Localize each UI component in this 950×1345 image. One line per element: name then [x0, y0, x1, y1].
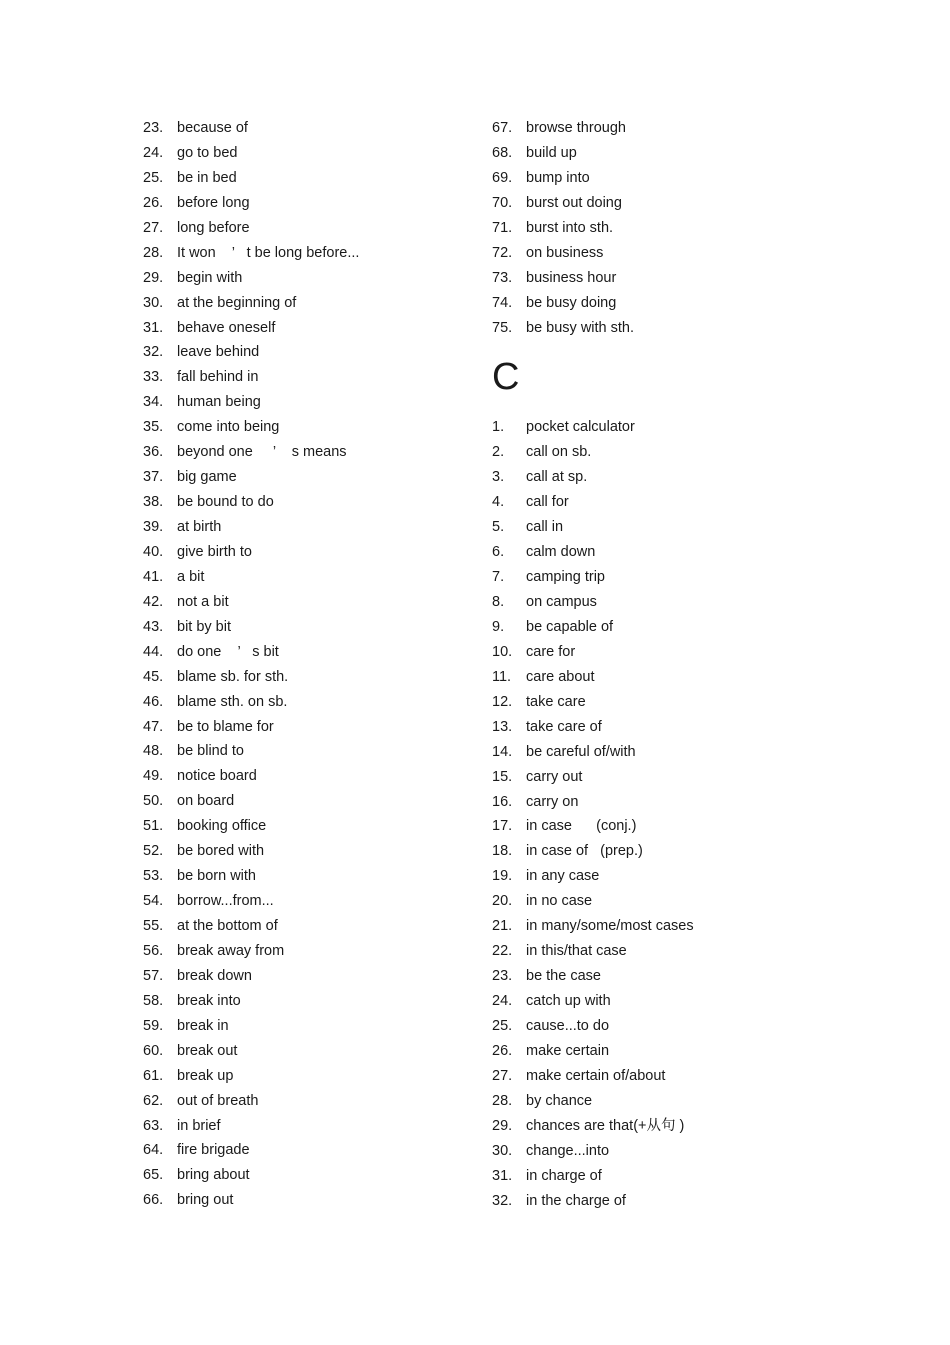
phrase-item [492, 914, 872, 939]
phrase-number: 59. [143, 1017, 164, 1034]
phrase-item [492, 765, 872, 790]
phrase-number: 65. [143, 1167, 164, 1184]
phrase-item [143, 565, 463, 590]
phrase-number: 21. [492, 918, 513, 935]
phrase-number: 32. [492, 1192, 513, 1209]
phrase-text: change...into [526, 1142, 610, 1159]
phrase-text: be capable of [526, 618, 614, 635]
phrase-text: in any case [526, 868, 600, 885]
phrase-number: 39. [143, 519, 164, 535]
phrase-number: 36. [143, 444, 164, 461]
phrase-item [492, 216, 872, 241]
phrase-text: be bound to do [177, 494, 274, 511]
phrase-item [143, 814, 463, 839]
phrase-item [143, 640, 463, 665]
phrase-item [492, 715, 872, 740]
phrase-item [143, 615, 463, 640]
phrase-text: care about [526, 668, 595, 685]
phrase-text: fall behind in [177, 369, 259, 386]
phrase-text: call on sb. [526, 444, 592, 461]
phrase-item [143, 390, 463, 415]
phrase-item [492, 490, 872, 515]
phrase-item [143, 415, 463, 440]
phrase-item [492, 864, 872, 889]
phrase-number: 49. [143, 768, 164, 785]
phrase-number: 29. [492, 1117, 513, 1134]
phrase-item [143, 191, 463, 216]
phrase-item [143, 166, 463, 191]
phrase-item [492, 640, 872, 665]
phrase-number: 29. [143, 269, 164, 286]
phrase-item [143, 1039, 463, 1064]
phrase-text: camping trip [526, 569, 605, 586]
phrase-text: at the beginning of [177, 294, 297, 311]
phrase-text: behave oneself [177, 319, 276, 336]
phrase-item [143, 490, 463, 515]
right-column [492, 116, 872, 1213]
phrase-text: in the charge of [526, 1192, 626, 1209]
phrase-text: begin with [177, 269, 243, 286]
phrase-number: 18. [492, 843, 513, 860]
phrase-item [143, 291, 463, 316]
phrase-item [492, 1014, 872, 1039]
phrase-item [143, 340, 463, 365]
left-column [143, 116, 463, 1213]
section-c-list [492, 415, 872, 1213]
phrase-text: care for [526, 643, 576, 660]
phrase-number: 72. [492, 244, 513, 261]
phrase-item [492, 889, 872, 914]
phrase-item [143, 789, 463, 814]
phrase-text: in no case [526, 893, 593, 910]
phrase-number: 31. [143, 319, 164, 336]
phrase-text: take care of [526, 718, 602, 735]
phrase-text: bring about [177, 1167, 250, 1184]
phrase-item [492, 565, 872, 590]
phrase-item [492, 241, 872, 266]
phrase-number: 3. [492, 469, 505, 486]
phrase-text: bump into [526, 169, 590, 186]
phrase-text: booking office [177, 818, 267, 835]
phrase-number: 44. [143, 643, 164, 660]
phrase-text: make certain [526, 1042, 610, 1059]
phrase-number: 24. [492, 993, 513, 1009]
phrase-number: 43. [143, 618, 164, 635]
phrase-item [492, 790, 872, 815]
phrase-number: 11. [492, 668, 512, 685]
phrase-number: 51. [143, 818, 164, 835]
phrase-item [492, 540, 872, 565]
phrase-item [492, 316, 872, 341]
phrase-text: break into [177, 992, 241, 1009]
phrase-item [492, 665, 872, 690]
phrase-text: before long [177, 194, 250, 211]
section-c-heading: C [492, 356, 520, 399]
phrase-text: blame sb. for sth. [177, 668, 289, 685]
phrase-number: 63. [143, 1117, 164, 1134]
phrase-text: calm down [526, 544, 596, 561]
phrase-item [143, 540, 463, 565]
phrase-text: out of breath [177, 1092, 259, 1109]
phrase-text: break down [177, 967, 252, 984]
phrase-item [492, 515, 872, 540]
phrase-number: 4. [492, 494, 505, 511]
phrase-number: 50. [143, 793, 164, 810]
phrase-number: 13. [492, 718, 513, 735]
phrase-number: 58. [143, 992, 164, 1009]
phrase-number: 60. [143, 1042, 164, 1059]
phrase-number: 75. [492, 319, 513, 336]
phrase-text: in charge of [526, 1167, 602, 1184]
phrase-text: in case of (prep.) [526, 843, 643, 860]
phrase-item [492, 465, 872, 490]
phrase-item [492, 291, 872, 316]
phrase-item [492, 141, 872, 166]
phrase-number: 45. [143, 668, 164, 685]
phrase-text: bring out [177, 1192, 234, 1209]
phrase-text: cause...to do [526, 1017, 610, 1034]
phrase-number: 62. [143, 1092, 164, 1109]
phrase-text: at birth [177, 519, 222, 535]
phrase-number: 19. [492, 868, 513, 885]
phrase-item [492, 1064, 872, 1089]
phrase-number: 64. [143, 1142, 164, 1159]
phrase-item [492, 1189, 872, 1214]
phrase-number: 55. [143, 918, 164, 934]
phrase-text: be busy with sth. [526, 319, 634, 336]
phrase-number: 20. [492, 893, 513, 910]
phrase-number: 28. [492, 1092, 513, 1109]
phrase-item [143, 1188, 463, 1213]
phrase-number: 25. [143, 169, 164, 186]
phrase-number: 23. [143, 120, 164, 136]
phrase-text: be the case [526, 968, 601, 985]
phrase-text: bit by bit [177, 618, 231, 635]
phrase-text: break up [177, 1067, 234, 1084]
phrase-item [492, 615, 872, 640]
phrase-number: 35. [143, 419, 164, 436]
phrase-text: on board [177, 793, 235, 810]
phrase-item [492, 191, 872, 216]
phrase-text: not a bit [177, 593, 229, 610]
phrase-text: be blind to [177, 743, 244, 760]
phrase-item [492, 415, 872, 440]
phrase-item [492, 1164, 872, 1189]
phrase-text: build up [526, 144, 577, 161]
phrase-item [492, 1114, 872, 1139]
phrase-number: 33. [143, 369, 164, 386]
phrase-item [143, 964, 463, 989]
phrase-text: It won ’ t be long before... [177, 244, 360, 261]
phrase-number: 26. [143, 194, 164, 211]
phrase-number: 52. [143, 843, 164, 860]
phrase-text: call for [526, 494, 569, 511]
phrase-number: 22. [492, 943, 513, 960]
phrase-item [143, 1138, 463, 1163]
phrase-number: 70. [492, 194, 513, 211]
phrase-item [143, 989, 463, 1014]
phrase-number: 67. [492, 120, 513, 136]
phrase-text: be bored with [177, 843, 265, 860]
phrase-text: human being [177, 394, 261, 411]
phrase-text: a bit [177, 568, 205, 585]
phrase-item [143, 1064, 463, 1089]
phrase-text: catch up with [526, 993, 611, 1009]
phrase-number: 57. [143, 967, 164, 984]
phrase-number: 8. [492, 594, 505, 610]
phrase-item [492, 1039, 872, 1064]
phrase-item [492, 1089, 872, 1114]
phrase-item [492, 939, 872, 964]
phrase-text: go to bed [177, 144, 238, 161]
phrase-text: on campus [526, 594, 597, 610]
phrase-text: blame sth. on sb. [177, 693, 288, 710]
phrase-text: be to blame for [177, 718, 274, 735]
phrase-number: 46. [143, 693, 164, 710]
phrase-item [143, 764, 463, 789]
phrase-item [492, 590, 872, 615]
phrase-number: 7. [492, 569, 505, 586]
phrase-number: 15. [492, 768, 513, 785]
phrase-text: be in bed [177, 169, 237, 186]
phrase-text: be born with [177, 868, 256, 885]
phrase-text: chances are that(+从句 ) [526, 1117, 685, 1134]
phrase-number: 31. [492, 1167, 513, 1184]
phrase-number: 1. [492, 419, 505, 436]
phrase-text: burst into sth. [526, 219, 614, 236]
phrase-item [143, 914, 463, 939]
phrase-number: 61. [143, 1067, 164, 1084]
phrase-text: break away from [177, 942, 285, 959]
phrase-text: in case (conj.) [526, 818, 637, 835]
phrase-number: 56. [143, 942, 164, 959]
phrase-text: make certain of/about [526, 1067, 666, 1084]
phrase-item [143, 739, 463, 764]
phrase-number: 24. [143, 144, 164, 161]
phrase-text: in brief [177, 1117, 221, 1134]
phrase-item [143, 864, 463, 889]
phrase-text: be busy doing [526, 294, 617, 311]
phrase-number: 28. [143, 244, 164, 261]
phrase-text: carry out [526, 768, 583, 785]
phrase-item [143, 889, 463, 914]
phrase-number: 71. [492, 219, 513, 236]
phrase-number: 68. [492, 144, 513, 161]
phrase-number: 54. [143, 893, 164, 910]
phrase-text: on business [526, 244, 604, 261]
phrase-number: 16. [492, 793, 513, 810]
phrase-item [143, 590, 463, 615]
phrase-number: 32. [143, 344, 164, 361]
phrase-item [492, 166, 872, 191]
phrase-number: 73. [492, 269, 513, 286]
phrase-text: notice board [177, 768, 257, 785]
phrase-item [143, 216, 463, 241]
phrase-text: carry on [526, 793, 579, 810]
phrase-item [143, 141, 463, 166]
phrase-item [143, 465, 463, 490]
phrase-text: beyond one ’ s means [177, 444, 347, 461]
phrase-number: 25. [492, 1017, 513, 1034]
phrase-number: 69. [492, 169, 513, 186]
phrase-item [143, 241, 463, 266]
phrase-text: take care [526, 693, 586, 710]
phrase-text: be careful of/with [526, 743, 636, 760]
phrase-number: 37. [143, 469, 164, 486]
phrase-text: break out [177, 1042, 238, 1059]
phrase-item [143, 116, 463, 141]
phrase-text: fire brigade [177, 1142, 250, 1159]
phrase-item [492, 690, 872, 715]
phrase-text: at the bottom of [177, 918, 278, 934]
phrase-number: 2. [492, 444, 505, 461]
phrase-item [143, 1014, 463, 1039]
phrase-text: by chance [526, 1092, 593, 1109]
phrase-text: in this/that case [526, 943, 627, 960]
phrase-text: borrow...from... [177, 893, 274, 910]
phrase-number: 41. [143, 568, 164, 585]
phrase-number: 10. [492, 643, 513, 660]
phrase-number: 42. [143, 593, 164, 610]
phrase-number: 48. [143, 743, 164, 760]
phrase-number: 34. [143, 394, 164, 411]
phrase-item [143, 839, 463, 864]
phrase-number: 74. [492, 294, 513, 311]
phrase-number: 17. [492, 818, 513, 835]
phrase-item [143, 440, 463, 465]
phrase-number: 66. [143, 1192, 164, 1209]
phrase-text: burst out doing [526, 194, 622, 211]
phrase-number: 40. [143, 543, 164, 560]
phrase-number: 5. [492, 519, 505, 536]
phrase-number: 30. [143, 294, 164, 311]
phrase-item [143, 365, 463, 390]
phrase-item [492, 964, 872, 989]
phrase-item [143, 266, 463, 291]
phrase-text: browse through [526, 120, 626, 136]
phrase-text: give birth to [177, 543, 252, 560]
phrase-item [143, 316, 463, 341]
phrase-text: because of [177, 120, 248, 136]
phrase-text: big game [177, 469, 237, 486]
phrase-text: come into being [177, 419, 280, 436]
phrase-item [492, 116, 872, 141]
phrase-number: 38. [143, 494, 164, 511]
phrase-text: in many/some/most cases [526, 918, 694, 935]
phrase-item [143, 1163, 463, 1188]
phrase-text: business hour [526, 269, 617, 286]
phrase-number: 9. [492, 618, 505, 635]
phrase-text: pocket calculator [526, 419, 635, 436]
phrase-number: 14. [492, 743, 513, 760]
phrase-number: 27. [492, 1067, 513, 1084]
phrase-number: 12. [492, 693, 513, 710]
phrase-text: call at sp. [526, 469, 588, 486]
phrase-text: do one ’ s bit [177, 643, 279, 660]
phrase-text: break in [177, 1017, 229, 1034]
phrase-number: 26. [492, 1042, 513, 1059]
phrase-item [143, 1114, 463, 1139]
phrase-item [492, 1139, 872, 1164]
phrase-item [492, 266, 872, 291]
phrase-item [143, 939, 463, 964]
phrase-item [143, 690, 463, 715]
phrase-number: 30. [492, 1142, 513, 1159]
phrase-item [143, 665, 463, 690]
phrase-number: 53. [143, 868, 164, 885]
phrase-item [143, 515, 463, 540]
phrase-text: leave behind [177, 344, 260, 361]
phrase-item [492, 440, 872, 465]
phrase-text: call in [526, 519, 564, 536]
phrase-number: 23. [492, 968, 513, 985]
phrase-item [492, 814, 872, 839]
phrase-text: long before [177, 219, 250, 236]
phrase-item [492, 740, 872, 765]
phrase-number: 6. [492, 544, 505, 561]
phrase-number: 47. [143, 718, 164, 735]
phrase-item [492, 839, 872, 864]
section-b-list [492, 116, 872, 340]
phrase-item [492, 989, 872, 1014]
phrase-item [143, 715, 463, 740]
phrase-number: 27. [143, 219, 164, 236]
phrase-item [143, 1089, 463, 1114]
